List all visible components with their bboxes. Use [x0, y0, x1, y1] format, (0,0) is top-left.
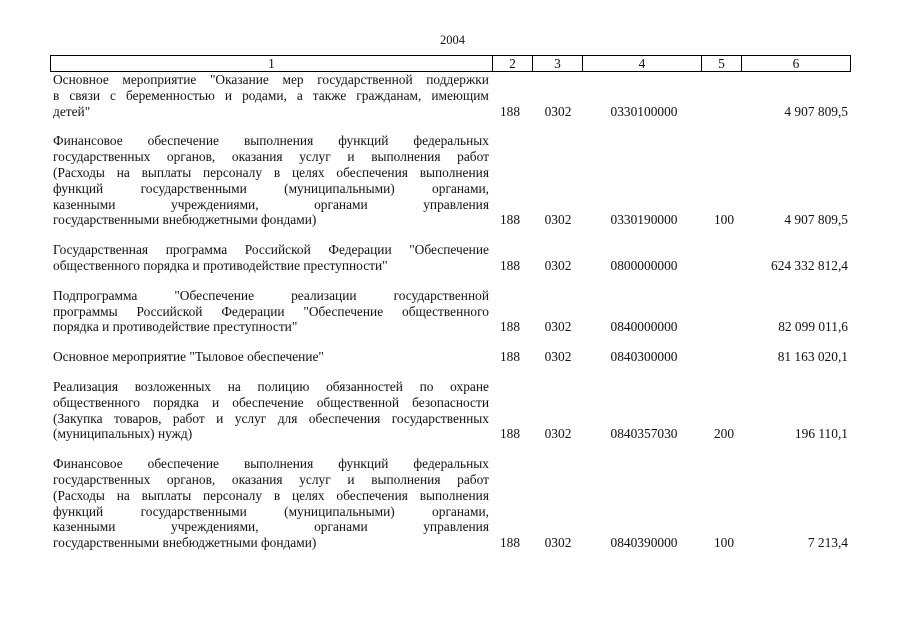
description-line: Реализация возложенных на полицию обязанностей по охране	[53, 378, 489, 394]
column-header-table	[50, 55, 851, 72]
description-line: государственными внебюджетными фондами)	[53, 212, 317, 228]
description-line: Финансовое обеспечение выполнения функций федеральных	[53, 456, 489, 472]
column-header-4: 4	[583, 56, 702, 72]
row-col-6: 81 163 020,1	[777, 349, 848, 365]
row-col-3: 0302	[544, 426, 572, 442]
row-col-4: 0840390000	[610, 535, 678, 551]
row-col-3: 0302	[544, 212, 572, 228]
row-col-4: 0330100000	[610, 103, 678, 119]
description-line: (Расходы на выплаты персоналу в целях обеспечения выполнения	[53, 164, 489, 180]
description-line: общественного порядка и противодействие преступности"	[53, 257, 388, 273]
row-description	[50, 242, 489, 274]
row-description	[50, 456, 489, 551]
page-number: 2004	[440, 33, 465, 47]
description-line: порядка и противодействие преступности"	[53, 319, 298, 335]
row-col-5: 100	[713, 212, 735, 228]
table-row	[50, 72, 850, 119]
row-col-6: 196 110,1	[794, 426, 848, 442]
description-line: государственных органов, оказания услуг и выполнения работ	[53, 471, 489, 487]
row-description	[50, 349, 489, 365]
description-line: Основное мероприятие "Тыловое обеспечение"	[53, 349, 324, 365]
column-header-1: 1	[51, 56, 493, 72]
row-col-6: 7 213,4	[807, 535, 848, 551]
table-row	[50, 456, 850, 551]
row-col-6: 4 907 809,5	[784, 103, 848, 119]
row-col-4: 0840000000	[610, 319, 678, 335]
description-line: функций государственными (муниципальными) органами,	[53, 180, 489, 196]
row-col-2: 188	[499, 319, 521, 335]
description-line: Финансовое обеспечение выполнения функций федеральных	[53, 133, 489, 149]
column-header-3: 3	[533, 56, 583, 72]
row-col-2: 188	[499, 257, 521, 273]
description-line: государственными внебюджетными фондами)	[53, 535, 317, 551]
description-line: государственных органов, оказания услуг и выполнения работ	[53, 149, 489, 165]
description-line: программы Российской Федерации "Обеспечение общественного	[53, 303, 489, 319]
table-row	[50, 242, 850, 274]
row-col-3: 0302	[544, 535, 572, 551]
row-col-2: 188	[499, 103, 521, 119]
description-line: в связи с беременностью и родами, а также гражданам, имеющим	[53, 87, 489, 103]
description-line: детей"	[53, 103, 91, 119]
column-header-5: 5	[702, 56, 742, 72]
table-row	[50, 288, 850, 335]
row-description	[50, 379, 489, 442]
row-col-5: 100	[713, 535, 735, 551]
table-row	[50, 379, 850, 442]
description-line: (муниципальных) нужд)	[53, 426, 193, 442]
column-header-row	[51, 56, 851, 72]
row-description	[50, 133, 489, 228]
description-line: (Расходы на выплаты персоналу в целях обеспечения выполнения	[53, 487, 489, 503]
row-col-4: 0840357030	[610, 426, 678, 442]
column-header-6: 6	[742, 56, 851, 72]
description-line: общественного порядка и обеспечение общественной безопасности	[53, 394, 489, 410]
row-col-2: 188	[499, 349, 521, 365]
description-line: Основное мероприятие "Оказание мер государственной поддержки	[53, 72, 489, 87]
row-col-2: 188	[499, 426, 521, 442]
table-row	[50, 133, 850, 228]
column-header-2: 2	[493, 56, 533, 72]
description-line: Государственная программа Российской Федерации "Обеспечение	[53, 242, 489, 258]
row-col-3: 0302	[544, 319, 572, 335]
row-col-3: 0302	[544, 257, 572, 273]
row-col-3: 0302	[544, 349, 572, 365]
row-col-2: 188	[499, 535, 521, 551]
row-col-6: 4 907 809,5	[784, 212, 848, 228]
row-col-5: 200	[713, 426, 735, 442]
description-line: (Закупка товаров, работ и услуг для обеспечения государственных	[53, 410, 489, 426]
description-line: казенными учреждениями, органами управления	[53, 519, 489, 535]
row-description	[50, 72, 489, 119]
row-col-4: 0800000000	[610, 257, 678, 273]
row-col-6: 624 332 812,4	[771, 257, 848, 273]
row-col-4: 0840300000	[610, 349, 678, 365]
row-col-4: 0330190000	[610, 212, 678, 228]
row-description	[50, 288, 489, 335]
budget-rows	[50, 72, 850, 551]
row-col-2: 188	[499, 212, 521, 228]
row-col-3: 0302	[544, 103, 572, 119]
description-line: казенными учреждениями, органами управления	[53, 196, 489, 212]
description-line: функций государственными (муниципальными) органами,	[53, 503, 489, 519]
row-col-6: 82 099 011,6	[778, 319, 848, 335]
description-line: Подпрограмма "Обеспечение реализации государственной	[53, 287, 489, 303]
table-row	[50, 349, 850, 365]
